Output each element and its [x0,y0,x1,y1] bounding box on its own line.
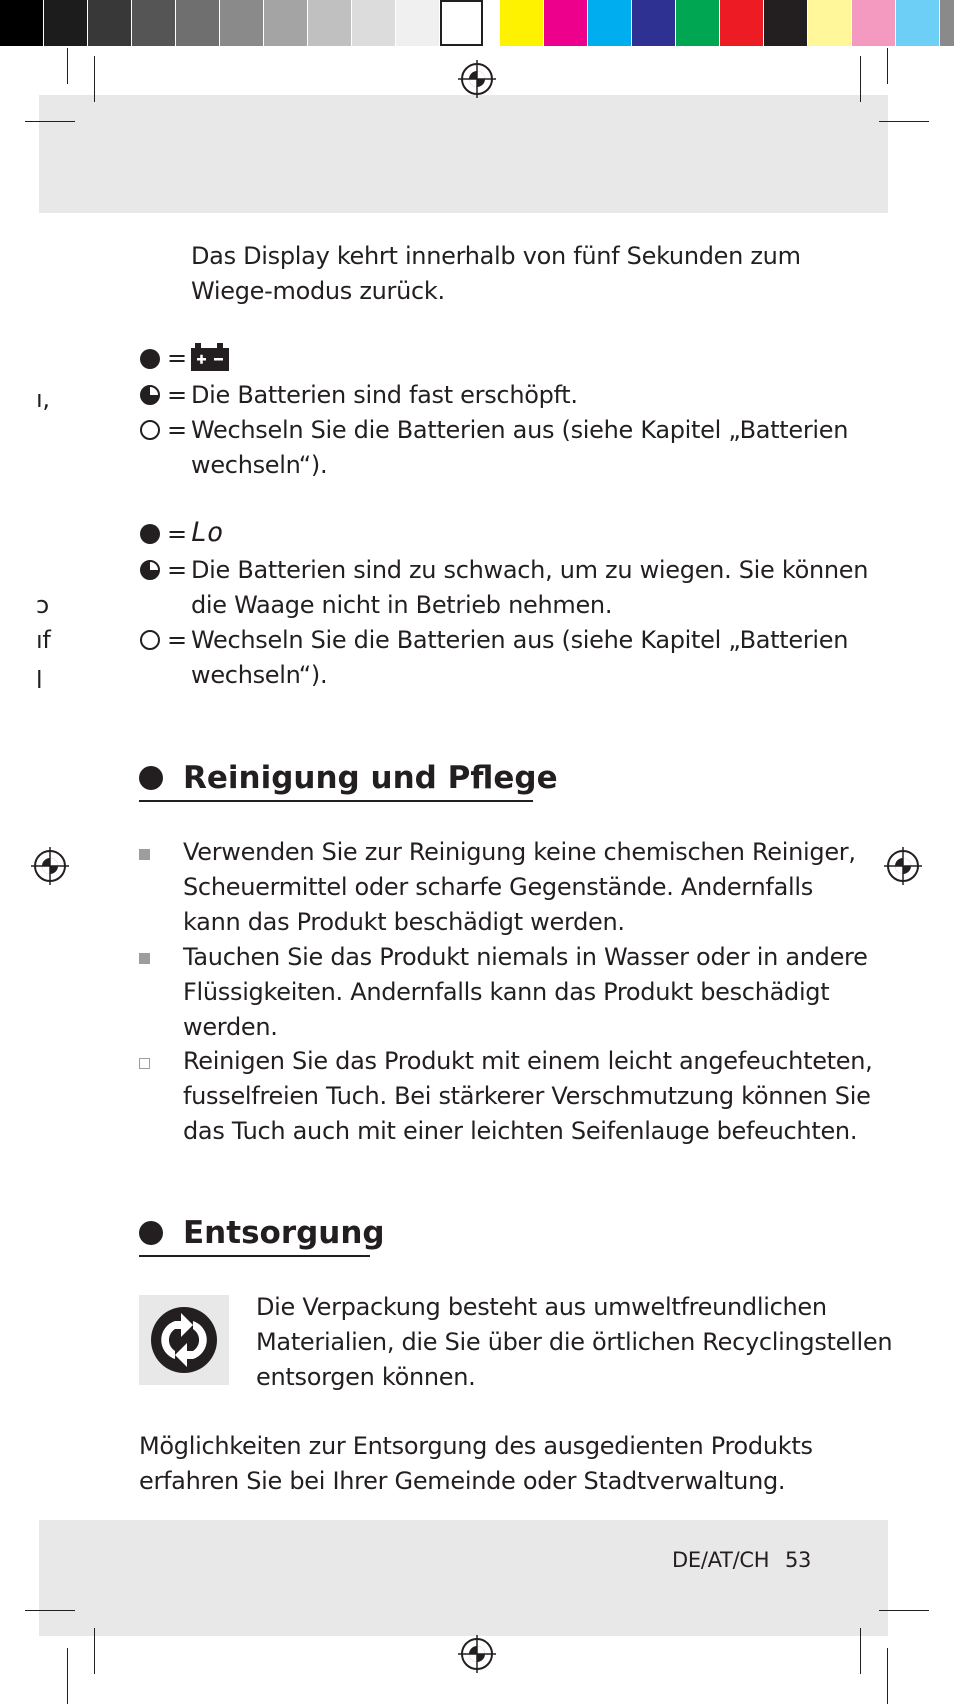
page-number: 53 [785,1548,812,1572]
color-swatch [44,0,87,46]
color-swatch [764,0,807,46]
list-item-line: Reinigen Sie das Produkt mit einem leicht angefeuchteten, [183,1047,873,1075]
header-band [39,95,888,213]
color-swatch [132,0,175,46]
color-swatch [176,0,219,46]
heading-bullet-icon [139,766,163,790]
equals-sign: = [167,381,188,409]
registration-mark-icon [458,60,496,98]
equals-sign: = [167,416,188,444]
color-swatch [808,0,851,46]
heading-underline [139,800,533,802]
list-item-line: fusselfreien Tuch. Bei stärkerer Verschmutzung können Sie [183,1082,871,1110]
product-disposal-line: erfahren Sie bei Ihrer Gemeinde oder Stadtverwaltung. [139,1467,786,1495]
legend-text: die Waage nicht in Betrieb nehmen. [191,591,613,619]
margin-fragment: ן [36,661,43,689]
color-swatch [220,0,263,46]
footer-region: DE/AT/CH [672,1548,770,1572]
equals-sign: = [167,520,188,548]
list-item-line: kann das Produkt beschädigt werden. [183,908,625,936]
color-swatch [396,0,439,46]
color-swatch [264,0,307,46]
half-dot-icon [140,560,160,580]
heading-bullet-icon [139,1221,163,1245]
recycling-green-dot-icon [139,1295,229,1385]
color-swatch [308,0,351,46]
battery-icon [191,343,229,371]
list-item-line: das Tuch auch mit einer leichten Seifenlauge befeuchten. [183,1117,858,1145]
bullet-square-icon [139,953,150,964]
equals-sign: = [167,556,188,584]
color-swatch [440,0,483,46]
color-swatch [676,0,719,46]
empty-dot-icon [140,420,160,440]
legend-text: wechseln“). [191,451,328,479]
registration-mark-icon [884,847,922,885]
intro-line: Wiege-modus zurück. [191,277,445,305]
product-disposal-line: Möglichkeiten zur Entsorgung des ausgedienten Produkts [139,1432,813,1460]
registration-mark-icon [458,1635,496,1673]
registration-mark-icon [31,847,69,885]
empty-dot-icon [140,630,160,650]
legend-text: Die Batterien sind fast erschöpft. [191,381,578,409]
packaging-line: Die Verpackung besteht aus umweltfreundlichen [256,1293,827,1321]
margin-fragment: ɔ [36,591,49,619]
section-heading: Reinigung und Pflege [183,760,558,796]
legend-text: Wechseln Sie die Batterien aus (siehe Kapitel „Batterien [191,416,849,444]
color-swatch [544,0,587,46]
half-dot-icon [140,385,160,405]
legend-text: wechseln“). [191,661,328,689]
packaging-line: entsorgen können. [256,1363,476,1391]
bullet-square-icon [139,849,150,860]
equals-sign: = [167,626,188,654]
footer-band [39,1520,888,1636]
list-item-line: Tauchen Sie das Produkt niemals in Wasser oder in andere [183,943,868,971]
color-swatch [852,0,895,46]
margin-fragment: ıf [36,626,51,654]
margin-fragment: ı, [36,385,50,413]
color-swatch [0,0,43,46]
list-item-line: Verwenden Sie zur Reinigung keine chemischen Reiniger, [183,838,856,866]
color-swatch [88,0,131,46]
color-swatch [632,0,675,46]
color-swatch [588,0,631,46]
section-heading: Entsorgung [183,1215,385,1251]
list-item-line: Flüssigkeiten. Andernfalls kann das Produkt beschädigt [183,978,830,1006]
color-swatch [720,0,763,46]
heading-underline [139,1255,370,1257]
color-swatch [940,0,954,46]
list-item-line: Scheuermittel oder scharfe Gegenstände. Andernfalls [183,873,813,901]
color-swatch [896,0,939,46]
color-swatch [500,0,543,46]
packaging-line: Materialien, die Sie über die örtlichen Recyclingstellen [256,1328,893,1356]
intro-line: Das Display kehrt innerhalb von fünf Sekunden zum [191,242,801,270]
legend-text: Die Batterien sind zu schwach, um zu wiegen. Sie können [191,556,869,584]
list-item-line: werden. [183,1013,278,1041]
full-dot-icon [140,349,160,369]
color-swatch [352,0,395,46]
legend-text: Wechseln Sie die Batterien aus (siehe Kapitel „Batterien [191,626,849,654]
bullet-square-outline-icon [139,1058,150,1069]
full-dot-icon [140,524,160,544]
equals-sign: = [167,344,188,372]
lo-display-symbol: Lo [191,517,223,548]
